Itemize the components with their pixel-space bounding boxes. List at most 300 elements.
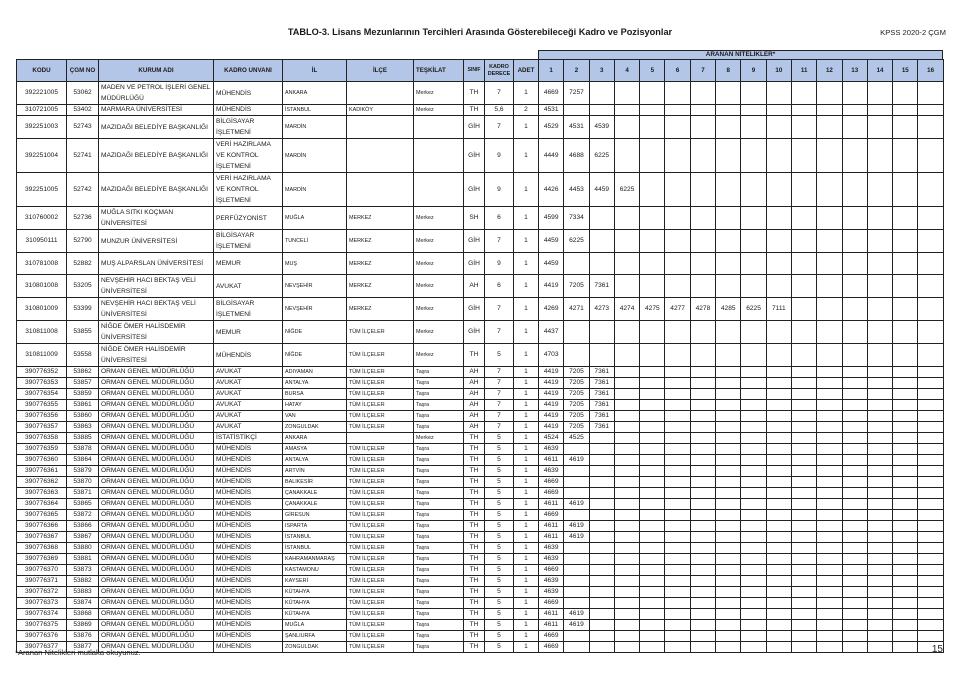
cell-qualification-11 [791, 139, 816, 173]
cell-ilce: TÜM İLÇELER [347, 455, 414, 466]
cell-qualification-16 [918, 510, 943, 521]
cell-cgm-no: 53870 [67, 477, 99, 488]
cell-qualification-10 [766, 521, 791, 532]
cell-qualification-1: 4669 [539, 642, 564, 653]
cell-qualification-9 [741, 642, 766, 653]
cell-sinif: TH [464, 105, 485, 116]
cell-qualification-4 [614, 400, 639, 411]
cell-teskilat: Merkez [414, 230, 464, 253]
cell-qualification-16 [918, 565, 943, 576]
table-row [17, 554, 944, 565]
cell-il: KÜTAHYA [283, 598, 347, 609]
cell-kurum-adi: NEVŞEHİR HACI BEKTAŞ VELİ ÜNİVERSİTESİ [99, 298, 214, 321]
cell-qualification-16 [918, 554, 943, 565]
cell-ilce: TÜM İLÇELER [347, 642, 414, 653]
cell-kodu: 310781008 [17, 253, 67, 275]
cell-qualification-16 [918, 400, 943, 411]
cell-qualification-10 [766, 275, 791, 298]
cell-teskilat: Merkez [414, 298, 464, 321]
cell-qualification-8 [716, 543, 741, 554]
column-header-q4: 4 [614, 60, 639, 82]
cell-qualification-6 [665, 631, 690, 642]
cell-qualification-5 [640, 139, 665, 173]
cell-qualification-6 [665, 466, 690, 477]
cell-adet: 1 [514, 389, 539, 400]
cell-kadro-derece: 5 [485, 532, 514, 543]
cell-adet: 1 [514, 488, 539, 499]
cell-qualification-7 [690, 433, 715, 444]
cell-qualification-8 [716, 275, 741, 298]
cell-qualification-5 [640, 477, 665, 488]
cell-qualification-6 [665, 139, 690, 173]
footnote: *Aranan Nitelikleri mutlaka okuyunuz. [15, 648, 141, 657]
cell-qualification-5 [640, 466, 665, 477]
cell-qualification-5 [640, 367, 665, 378]
cell-qualification-11 [791, 477, 816, 488]
cell-kodu: 390776361 [17, 466, 67, 477]
cell-qualification-15 [893, 207, 918, 230]
cell-qualification-3 [589, 82, 614, 105]
cell-qualification-3: 6225 [589, 139, 614, 173]
cell-ilce: TÜM İLÇELER [347, 532, 414, 543]
cell-qualification-9 [741, 477, 766, 488]
cell-qualification-4 [614, 576, 639, 587]
cell-qualification-5 [640, 275, 665, 298]
cell-qualification-14 [867, 321, 892, 344]
cell-qualification-10 [766, 389, 791, 400]
cell-ilce [347, 82, 414, 105]
cell-qualification-1: 4639 [539, 543, 564, 554]
cell-qualification-3 [589, 598, 614, 609]
cell-qualification-7 [690, 444, 715, 455]
cell-qualification-13 [842, 321, 867, 344]
cell-cgm-no: 53859 [67, 389, 99, 400]
cell-qualification-3: 7361 [589, 378, 614, 389]
cell-qualification-3 [589, 321, 614, 344]
cell-kadro-unvani: AVUKAT [214, 422, 283, 433]
cell-kurum-adi: MAZIDAĞI BELEDİYE BAŞKANLIĞI [99, 139, 214, 173]
cell-qualification-12 [817, 521, 842, 532]
cell-il: NEVŞEHİR [283, 275, 347, 298]
cell-qualification-15 [893, 576, 918, 587]
cell-qualification-12 [817, 488, 842, 499]
cell-qualification-11 [791, 543, 816, 554]
cell-qualification-13 [842, 173, 867, 207]
cell-kadro-derece: 5 [485, 455, 514, 466]
cell-qualification-8: 4285 [716, 298, 741, 321]
cell-kurum-adi: ORMAN GENEL MÜDÜRLÜĞÜ [99, 444, 214, 455]
cell-il: BURSA [283, 389, 347, 400]
cell-kodu: 310801008 [17, 275, 67, 298]
cell-qualification-12 [817, 444, 842, 455]
column-header-cgm-no: ÇGM NO [67, 60, 99, 82]
cell-adet: 1 [514, 554, 539, 565]
cell-kadro-unvani: BİLGİSAYAR İŞLETMENİ [214, 230, 283, 253]
cell-kadro-derece: 9 [485, 173, 514, 207]
cell-qualification-4 [614, 139, 639, 173]
table-row [17, 82, 944, 105]
cell-qualification-6 [665, 105, 690, 116]
cell-qualification-6 [665, 411, 690, 422]
cell-qualification-4 [614, 598, 639, 609]
cell-qualification-11 [791, 82, 816, 105]
cell-kodu: 310721005 [17, 105, 67, 116]
cell-sinif: AH [464, 378, 485, 389]
cell-ilce: TÜM İLÇELER [347, 576, 414, 587]
cell-qualification-1: 4611 [539, 532, 564, 543]
cell-qualification-12 [817, 105, 842, 116]
cell-qualification-12 [817, 173, 842, 207]
cell-qualification-2 [564, 598, 589, 609]
cell-qualification-3 [589, 642, 614, 653]
cell-adet: 1 [514, 207, 539, 230]
cell-qualification-4 [614, 230, 639, 253]
column-header-q7: 7 [690, 60, 715, 82]
column-header-sinif: SINIF [464, 60, 485, 82]
cell-kodu: 310801009 [17, 298, 67, 321]
cell-adet: 1 [514, 344, 539, 367]
cell-qualification-15 [893, 139, 918, 173]
cell-il: MARDİN [283, 139, 347, 173]
cell-qualification-10 [766, 433, 791, 444]
cell-qualification-14 [867, 422, 892, 433]
cell-qualification-5 [640, 173, 665, 207]
cell-kurum-adi: MUĞLA SITKI KOÇMAN ÜNİVERSİTESİ [99, 207, 214, 230]
cell-qualification-3: 7361 [589, 275, 614, 298]
cell-qualification-4 [614, 477, 639, 488]
cell-kodu: 390776359 [17, 444, 67, 455]
cell-qualification-1: 4459 [539, 253, 564, 275]
cell-qualification-5 [640, 543, 665, 554]
cell-adet: 1 [514, 466, 539, 477]
cell-kodu: 390776356 [17, 411, 67, 422]
cell-qualification-9 [741, 400, 766, 411]
cell-qualification-4 [614, 488, 639, 499]
cell-qualification-10 [766, 455, 791, 466]
cell-qualification-16 [918, 344, 943, 367]
cell-qualification-6 [665, 389, 690, 400]
cell-qualification-2: 4619 [564, 532, 589, 543]
cell-qualification-7 [690, 378, 715, 389]
cell-adet: 1 [514, 510, 539, 521]
cell-qualification-8 [716, 389, 741, 400]
cell-qualification-3 [589, 230, 614, 253]
cell-qualification-15 [893, 173, 918, 207]
cell-kadro-unvani: VERİ HAZIRLAMA VE KONTROL İŞLETMENİ [214, 173, 283, 207]
table-row [17, 105, 944, 116]
cell-kadro-derece: 7 [485, 367, 514, 378]
cell-kadro-unvani: MÜHENDİS [214, 620, 283, 631]
column-header-q9: 9 [741, 60, 766, 82]
cell-qualification-9 [741, 488, 766, 499]
cell-qualification-15 [893, 609, 918, 620]
table-row [17, 207, 944, 230]
cell-teskilat: Taşra [414, 444, 464, 455]
cell-il: İSTANBUL [283, 105, 347, 116]
cell-qualification-5 [640, 455, 665, 466]
cell-kodu: 390776364 [17, 499, 67, 510]
column-header-ilce: İLÇE [347, 60, 414, 82]
cell-qualification-3 [589, 105, 614, 116]
cell-qualification-5 [640, 116, 665, 139]
cell-qualification-3: 4459 [589, 173, 614, 207]
cell-kadro-unvani: AVUKAT [214, 275, 283, 298]
cell-kurum-adi: NİĞDE ÖMER HALİSDEMİR ÜNİVERSİTESİ [99, 344, 214, 367]
cell-qualification-7 [690, 587, 715, 598]
cell-qualification-1: 4269 [539, 298, 564, 321]
cell-ilce: TÜM İLÇELER [347, 367, 414, 378]
cell-kodu: 390776376 [17, 631, 67, 642]
cell-sinif: TH [464, 543, 485, 554]
cell-qualification-3 [589, 587, 614, 598]
cell-qualification-9 [741, 631, 766, 642]
cell-kadro-derece: 5 [485, 576, 514, 587]
cell-qualification-5 [640, 488, 665, 499]
cell-kadro-unvani: PERFÜZYONİST [214, 207, 283, 230]
cell-qualification-15 [893, 642, 918, 653]
cell-qualification-14 [867, 344, 892, 367]
cell-qualification-16 [918, 298, 943, 321]
cell-qualification-4 [614, 411, 639, 422]
cell-qualification-10 [766, 253, 791, 275]
cell-adet: 1 [514, 298, 539, 321]
cell-qualification-8 [716, 253, 741, 275]
cell-kurum-adi: ORMAN GENEL MÜDÜRLÜĞÜ [99, 466, 214, 477]
cell-kadro-derece: 7 [485, 378, 514, 389]
cell-il: İSTANBUL [283, 532, 347, 543]
cell-teskilat: Taşra [414, 422, 464, 433]
cell-ilce: TÜM İLÇELER [347, 411, 414, 422]
cell-qualification-13 [842, 510, 867, 521]
cell-teskilat: Taşra [414, 587, 464, 598]
cell-qualification-14 [867, 488, 892, 499]
cell-qualification-4 [614, 378, 639, 389]
cell-qualification-8 [716, 400, 741, 411]
cell-kadro-unvani: AVUKAT [214, 378, 283, 389]
cell-kurum-adi: ORMAN GENEL MÜDÜRLÜĞÜ [99, 400, 214, 411]
exam-label: KPSS 2020-2 ÇGM [880, 28, 946, 37]
cell-qualification-8 [716, 565, 741, 576]
cell-qualification-11 [791, 411, 816, 422]
cell-qualification-15 [893, 367, 918, 378]
cell-kadro-unvani: MÜHENDİS [214, 598, 283, 609]
cell-qualification-3 [589, 207, 614, 230]
cell-teskilat: Merkez [414, 105, 464, 116]
cell-qualification-13 [842, 488, 867, 499]
cell-qualification-8 [716, 444, 741, 455]
cell-qualification-15 [893, 565, 918, 576]
cell-il: VAN [283, 411, 347, 422]
cell-qualification-3 [589, 609, 614, 620]
cell-qualification-16 [918, 532, 943, 543]
cell-qualification-10 [766, 400, 791, 411]
cell-kurum-adi: ORMAN GENEL MÜDÜRLÜĞÜ [99, 576, 214, 587]
cell-qualification-10 [766, 444, 791, 455]
cell-qualification-15 [893, 105, 918, 116]
cell-qualification-9 [741, 173, 766, 207]
cell-qualification-9 [741, 620, 766, 631]
cell-qualification-16 [918, 433, 943, 444]
cell-qualification-9 [741, 521, 766, 532]
cell-cgm-no: 52742 [67, 173, 99, 207]
cell-qualification-6 [665, 499, 690, 510]
cell-qualification-6 [665, 82, 690, 105]
cell-qualification-11 [791, 565, 816, 576]
cell-kodu: 390776366 [17, 521, 67, 532]
cell-kodu: 392251003 [17, 116, 67, 139]
cell-qualification-2: 7205 [564, 411, 589, 422]
cell-qualification-3 [589, 433, 614, 444]
column-header-q1: 1 [539, 60, 564, 82]
table-row [17, 642, 944, 653]
cell-teskilat [414, 173, 464, 207]
column-header-adet: ADET [514, 60, 539, 82]
cell-cgm-no: 53871 [67, 488, 99, 499]
cell-qualification-11 [791, 433, 816, 444]
cell-qualification-2 [564, 344, 589, 367]
cell-sinif: GİH [464, 253, 485, 275]
cell-adet: 1 [514, 139, 539, 173]
cell-qualification-13 [842, 139, 867, 173]
cell-qualification-14 [867, 411, 892, 422]
cell-qualification-1: 4529 [539, 116, 564, 139]
cell-qualification-11 [791, 367, 816, 378]
cell-qualification-13 [842, 82, 867, 105]
cell-teskilat: Taşra [414, 477, 464, 488]
cell-cgm-no: 53874 [67, 598, 99, 609]
cell-kadro-derece: 7 [485, 298, 514, 321]
cell-qualification-9 [741, 253, 766, 275]
cell-sinif: GİH [464, 173, 485, 207]
cell-sinif: TH [464, 598, 485, 609]
cell-kadro-unvani: MÜHENDİS [214, 105, 283, 116]
column-header-q10: 10 [766, 60, 791, 82]
cell-qualification-13 [842, 455, 867, 466]
cell-kadro-derece: 5 [485, 433, 514, 444]
cell-qualification-3: 7361 [589, 389, 614, 400]
cell-qualification-8 [716, 173, 741, 207]
cell-qualification-16 [918, 116, 943, 139]
cell-qualification-6 [665, 230, 690, 253]
cell-qualification-13 [842, 499, 867, 510]
cell-kurum-adi: MUNZUR ÜNİVERSİTESİ [99, 230, 214, 253]
cell-qualification-9 [741, 587, 766, 598]
cell-qualification-8 [716, 620, 741, 631]
cell-qualification-14 [867, 116, 892, 139]
cell-qualification-12 [817, 642, 842, 653]
cell-qualification-1: 4419 [539, 389, 564, 400]
cell-qualification-12 [817, 82, 842, 105]
cell-qualification-2 [564, 321, 589, 344]
cell-qualification-14 [867, 466, 892, 477]
cell-qualification-8 [716, 378, 741, 389]
cell-qualification-9 [741, 116, 766, 139]
cell-qualification-10 [766, 378, 791, 389]
cell-kurum-adi: NİĞDE ÖMER HALİSDEMİR ÜNİVERSİTESİ [99, 321, 214, 344]
cell-kadro-derece: 6 [485, 275, 514, 298]
cell-teskilat: Taşra [414, 565, 464, 576]
cell-qualification-4 [614, 455, 639, 466]
cell-adet: 1 [514, 499, 539, 510]
cell-qualification-16 [918, 444, 943, 455]
cell-kadro-unvani: MÜHENDİS [214, 466, 283, 477]
cell-qualification-2: 7205 [564, 275, 589, 298]
cell-qualification-12 [817, 631, 842, 642]
table-row [17, 400, 944, 411]
cell-kadro-derece: 5 [485, 521, 514, 532]
cell-kadro-unvani: MÜHENDİS [214, 565, 283, 576]
cell-qualification-10 [766, 642, 791, 653]
cell-qualification-16 [918, 422, 943, 433]
cell-qualification-13 [842, 620, 867, 631]
cell-il: MARDİN [283, 173, 347, 207]
cell-adet: 1 [514, 543, 539, 554]
cell-qualification-2 [564, 565, 589, 576]
cell-qualification-15 [893, 631, 918, 642]
cell-kurum-adi: ORMAN GENEL MÜDÜRLÜĞÜ [99, 598, 214, 609]
cell-qualification-8 [716, 477, 741, 488]
cell-qualification-3 [589, 631, 614, 642]
cell-qualification-5 [640, 411, 665, 422]
cell-qualification-6 [665, 173, 690, 207]
cell-ilce [347, 173, 414, 207]
cell-qualification-7 [690, 116, 715, 139]
cell-qualification-3 [589, 499, 614, 510]
cell-qualification-14 [867, 565, 892, 576]
cell-ilce: KADIKÖY [347, 105, 414, 116]
cell-qualification-15 [893, 378, 918, 389]
cell-ilce: TÜM İLÇELER [347, 598, 414, 609]
cell-qualification-10 [766, 576, 791, 587]
cell-ilce: MERKEZ [347, 298, 414, 321]
cell-adet: 1 [514, 321, 539, 344]
cell-qualification-14 [867, 139, 892, 173]
cell-kadro-derece: 5 [485, 444, 514, 455]
cell-sinif: AH [464, 367, 485, 378]
cell-qualification-10 [766, 488, 791, 499]
table-row [17, 609, 944, 620]
cell-qualification-16 [918, 139, 943, 173]
cell-qualification-1: 4599 [539, 207, 564, 230]
table-row [17, 139, 944, 173]
cell-qualification-10 [766, 321, 791, 344]
cell-qualification-1: 4531 [539, 105, 564, 116]
cell-qualification-14 [867, 455, 892, 466]
cell-qualification-7 [690, 499, 715, 510]
cell-qualification-3: 7361 [589, 422, 614, 433]
cell-kodu: 390776363 [17, 488, 67, 499]
cell-qualification-1: 4639 [539, 554, 564, 565]
cell-qualification-16 [918, 321, 943, 344]
cell-cgm-no: 53879 [67, 466, 99, 477]
cell-qualification-5 [640, 389, 665, 400]
cell-kadro-derece: 5 [485, 554, 514, 565]
cell-cgm-no: 52736 [67, 207, 99, 230]
cell-qualification-11 [791, 321, 816, 344]
cell-qualification-4 [614, 207, 639, 230]
cell-il: MUŞ [283, 253, 347, 275]
cell-kadro-unvani: MÜHENDİS [214, 499, 283, 510]
cell-teskilat: Taşra [414, 521, 464, 532]
cell-qualification-14 [867, 433, 892, 444]
cell-il: BALIKESİR [283, 477, 347, 488]
cell-teskilat: Taşra [414, 378, 464, 389]
column-header-q5: 5 [640, 60, 665, 82]
cell-qualification-11 [791, 105, 816, 116]
table-body [17, 82, 944, 653]
cell-sinif: TH [464, 488, 485, 499]
cell-kadro-derece: 5 [485, 609, 514, 620]
